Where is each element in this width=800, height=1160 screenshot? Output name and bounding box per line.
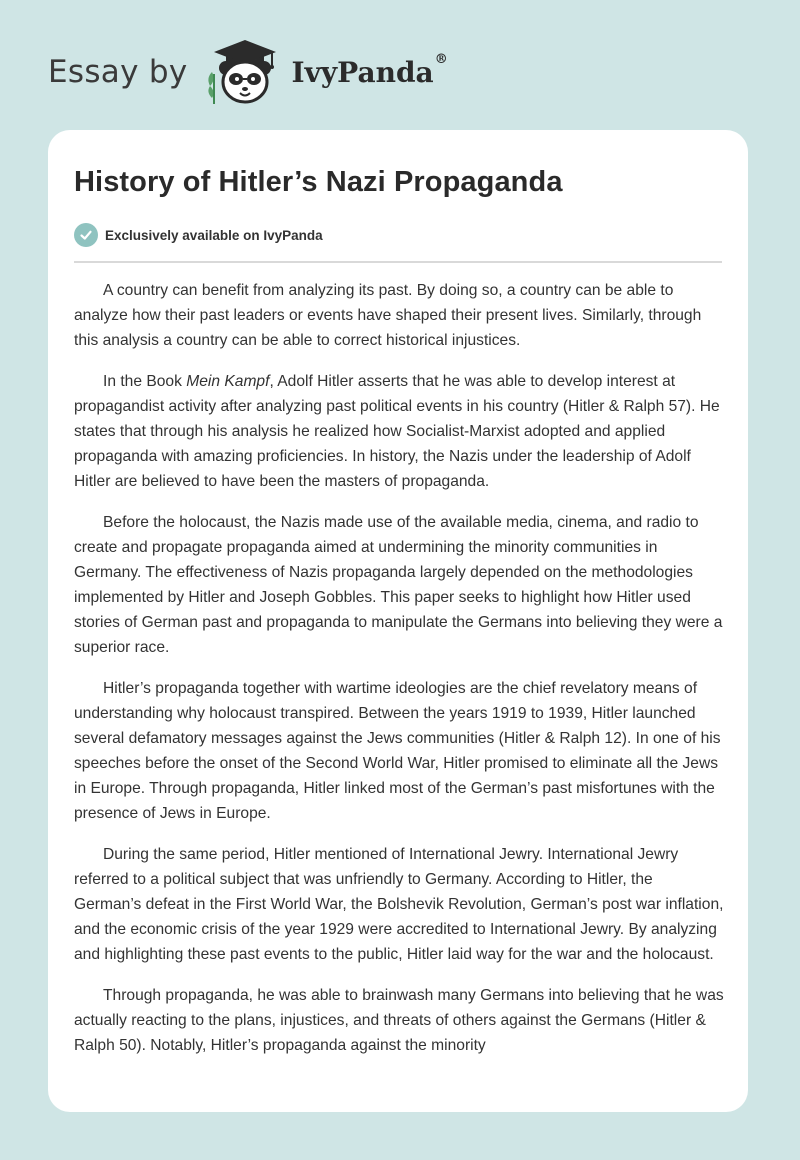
exclusive-badge [74,223,323,247]
essay-body [74,278,724,1074]
exclusive-label: Exclusively available on IvyPanda [105,227,323,243]
panda-logo-icon [202,36,288,108]
registered-mark: ® [434,51,448,67]
brand-name[interactable]: IvyPanda® [291,51,448,89]
divider [74,261,722,263]
paragraph: During the same period, Hitler mentioned of International Jewry. International Jewry referred to a political subject that was unfriendly to Germany. According to Hitler, the German’s defeat in the First World War, the Bolshevik Revolution, German’s post war inflation, and the economic crisis of the year 1929 were accredited to International Jewry. By analyzing and highlighting these past events to the public, Hitler laid way for the war and the holocaust. [74,846,724,963]
paragraph: In the Book Mein Kampf, Adolf Hitler asserts that he was able to develop interest at propagandist activity after analyzing past political events in his country (Hitler & Ralph 57). He states that through his analysis he realized how Socialist-Marxist adopted and applied propaganda with amazing proficiencies. In history, the Nazis under the leadership of Adolf Hitler are believed to have been the masters of propaganda. [74,373,720,490]
book-title: Mein Kampf [186,373,270,390]
site-header [48,36,448,108]
essay-card [48,130,748,1112]
paragraph: Hitler’s propaganda together with wartime ideologies are the chief revelatory means of understanding why holocaust transpired. Between the years 1919 to 1939, Hitler launched several defamatory messages against the Jews communities (Hitler & Ralph 12). In one of his speeches before the onset of the Second World War, Hitler promised to eliminate all the Jews in Europe. Through propaganda, Hitler linked most of the German’s past misfortunes with the presence of Jews in Europe. [74,680,721,822]
brand-prefix: Essay by [48,54,188,90]
paragraph: Through propaganda, he was able to brainwash many Germans into believing that he was actually reacting to the plans, injustices, and threats of others against the Germans (Hitler & Ralph 50). Notably, Hitler’s propaganda against the minority [74,987,724,1054]
paragraph: Before the holocaust, the Nazis made use of the available media, cinema, and radio to create and propagate propaganda aimed at undermining the minority communities in Germany. The effectiveness of Nazis propaganda largely depended on the methodologies implemented by Hitler and Joseph Gobbles. This paper seeks to highlight how Hitler used stories of German past and propaganda to manipulate the Germans into believing they were a superior race. [74,514,723,656]
check-circle-icon [74,223,98,247]
page-title: History of Hitler’s Nazi Propaganda [74,166,563,198]
paragraph: A country can benefit from analyzing its past. By doing so, a country can be able to analyze how their past leaders or events have shaped their present lives. Similarly, through this analysis a country can be able to correct historical injustices. [74,282,702,349]
